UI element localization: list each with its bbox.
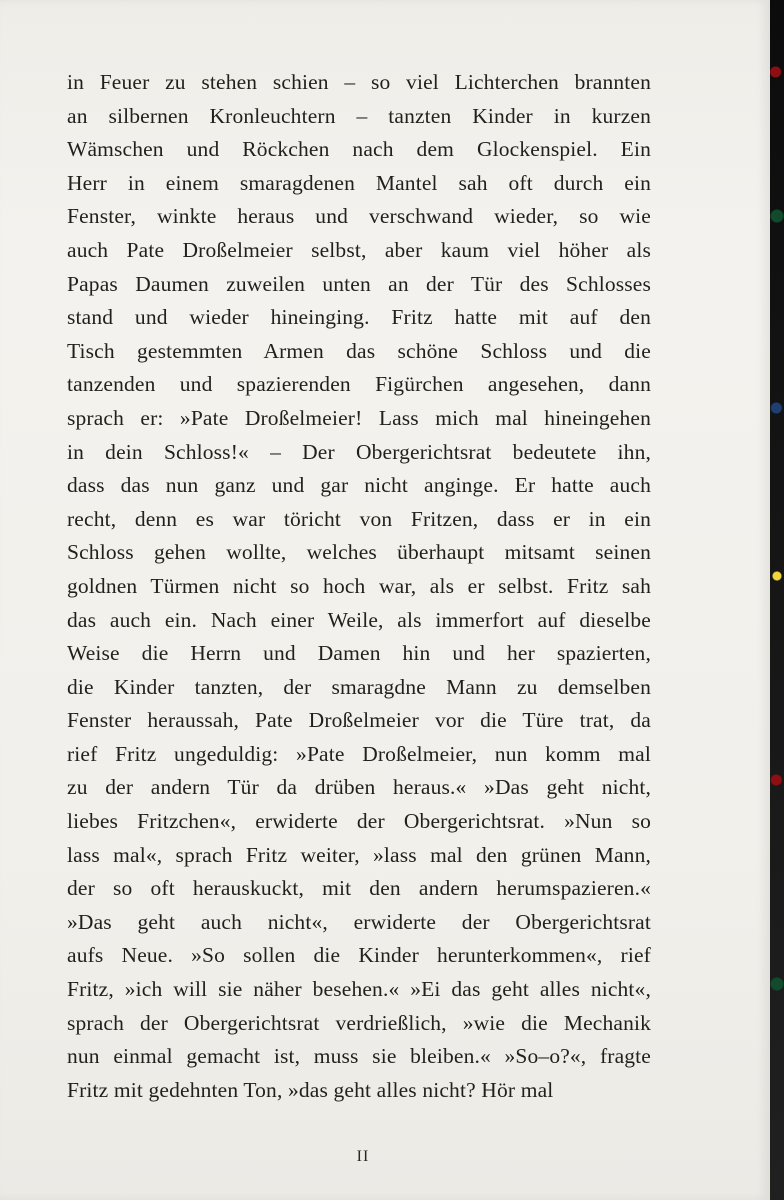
text-line: die Kinder tanzten, der smaragdne Mann zu demselben <box>67 674 651 699</box>
book-cover-edge <box>770 0 784 1200</box>
text-line: »Das geht auch nicht«, erwiderte der Obergerichtsrat <box>67 909 651 934</box>
text-line: auch Pate Droßelmeier selbst, aber kaum viel höher als <box>67 237 651 262</box>
text-line: an silbernen Kronleuchtern – tanzten Kinder in kurzen <box>67 103 651 128</box>
text-line: nun einmal gemacht ist, muss sie bleiben.« »So–o?«, fragte <box>67 1044 651 1069</box>
text-line: Schloss gehen wollte, welches überhaupt mitsamt seinen <box>67 540 651 565</box>
text-line: Fenster, winkte heraus und verschwand wieder, so wie <box>67 204 651 229</box>
text-line: liebes Fritzchen«, erwiderte der Obergerichtsrat. »Nun so <box>67 809 651 834</box>
text-line: dass das nun ganz und gar nicht anginge. Er hatte auch <box>67 473 651 498</box>
text-line: aufs Neue. »So sollen die Kinder herunterkommen«, rief <box>67 943 651 968</box>
text-line: stand und wieder hineinging. Fritz hatte mit auf den <box>67 305 651 330</box>
text-line: Weise die Herrn und Damen hin und her spazierten, <box>67 641 651 666</box>
text-line: lass mal«, sprach Fritz weiter, »lass mal den grünen Mann, <box>67 842 651 867</box>
text-line: Wämschen und Röckchen nach dem Glockenspiel. Ein <box>67 137 651 162</box>
text-line: goldnen Türmen nicht so hoch war, als er selbst. Fritz sah <box>67 573 651 598</box>
body-text <box>67 66 651 1107</box>
text-line: sprach der Obergerichtsrat verdrießlich, »wie die Mechanik <box>67 1010 651 1035</box>
text-line: das auch ein. Nach einer Weile, als immerfort auf dieselbe <box>67 607 651 632</box>
text-line: recht, denn es war töricht von Fritzen, dass er in ein <box>67 506 651 531</box>
text-line: sprach er: »Pate Droßelmeier! Lass mich mal hineingehen <box>67 405 651 430</box>
page-number: II <box>356 1148 370 1165</box>
text-line: Herr in einem smaragdenen Mantel sah oft durch ein <box>67 170 651 195</box>
text-line: der so oft herauskuckt, mit den andern herumspazieren.« <box>67 876 651 901</box>
text-line: tanzenden und spazierenden Figürchen angesehen, dann <box>67 372 651 397</box>
text-line: rief Fritz ungeduldig: »Pate Droßelmeier, nun komm mal <box>67 741 651 766</box>
text-line: Fritz mit gedehnten Ton, »das geht alles nicht? Hör mal <box>67 1077 554 1102</box>
text-line: Papas Daumen zuweilen unten an der Tür des Schlosses <box>67 271 651 296</box>
text-line: in dein Schloss!« – Der Obergerichtsrat bedeutete ihn, <box>67 439 651 464</box>
text-line: zu der andern Tür da drüben heraus.« »Das geht nicht, <box>67 775 651 800</box>
text-line: Fritz, »ich will sie näher besehen.« »Ei das geht alles nicht«, <box>67 977 651 1002</box>
text-line: Fenster heraussah, Pate Droßelmeier vor die Türe trat, da <box>67 708 651 733</box>
text-line: in Feuer zu stehen schien – so viel Lichterchen brannten <box>67 70 651 94</box>
text-line: Tisch gestemmten Armen das schöne Schloss und die <box>67 338 651 363</box>
